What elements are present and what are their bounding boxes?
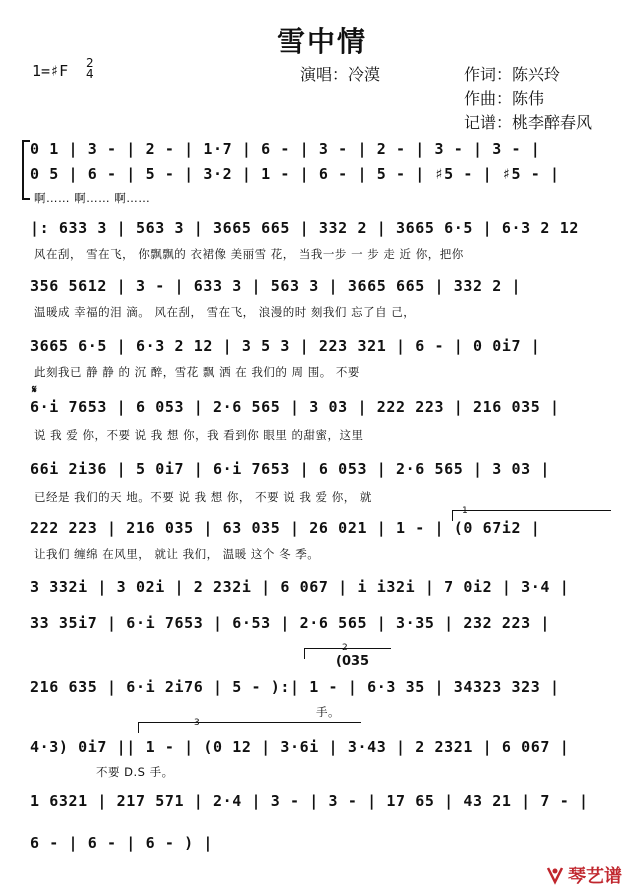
- song-title: 雪中情: [276, 25, 367, 58]
- lyric-line: 让我们 缠绵 在风里， 就让 我们， 温暖 这个 冬 季。: [34, 547, 320, 561]
- lyric-line: 说 我 爱 你，不要 说 我 想 你，我 看到你 眼里 的甜蜜，这里: [34, 428, 364, 442]
- notation-row: 222 223 | 216 035 | 63 035 | 26 021 | 1 - | (0 67i2 |: [30, 519, 541, 537]
- lyric-line: 手。: [316, 705, 340, 719]
- system-brace: [22, 140, 30, 200]
- volta-number: 2: [342, 643, 348, 653]
- notation-row: 3 332i | 3 02i | 2 232i | 6 067 | i i32i | 7 0i2 | 3·4 |: [30, 578, 570, 596]
- notation-row: 4·3) 0i7 || 1 - | (0 12 | 3·6i | 3·43 | 2 2321 | 6 067 |: [30, 738, 570, 756]
- segno-sign: 𝄋: [32, 383, 37, 396]
- key-signature: 1=♯F: [32, 62, 69, 80]
- logo-text: 琴艺谱: [568, 866, 622, 887]
- notation-row: 216 635 | 6·i 2i76 | 5 - ):| 1 - | 6·3 35 | 34323 323 |: [30, 678, 560, 696]
- notation-row: 33 35i7 | 6·i 7653 | 6·53 | 2·6 565 | 3·35 | 232 223 |: [30, 614, 551, 632]
- site-logo: [545, 862, 622, 888]
- lyric-line: 此刻我已 静 静 的 沉 醉，雪花 飘 洒 在 我们的 周 围。 不要: [34, 365, 360, 379]
- notation-row: 66i 2i36 | 5 0i7 | 6·i 7653 | 6 053 | 2·6 565 | 3 03 |: [30, 460, 551, 478]
- notation-row: 3665 6·5 | 6·3 2 12 | 3 5 3 | 223 321 | 6 - | 0 0i7 |: [30, 337, 541, 355]
- time-signature: [86, 58, 94, 80]
- lyric-line: 风在刮， 雪在飞， 你飘飘的 衣裙像 美丽雪 花， 当我一步 一 步 走 近 你，把你: [34, 247, 464, 261]
- transcriber: 记谱：桃李醉春风: [464, 113, 593, 132]
- volta-number: 3: [194, 718, 200, 728]
- notation-row: 356 5612 | 3 - | 633 3 | 563 3 | 3665 665 | 332 2 |: [30, 277, 522, 295]
- volta-bracket: [138, 722, 361, 733]
- lyric-line: 不要 D.S 手。: [96, 765, 174, 779]
- notation-row: |: 633 3 | 563 3 | 3665 665 | 332 2 | 3665 6·5 | 6·3 2 12: [30, 219, 579, 237]
- pickup-notes: (035: [336, 654, 370, 669]
- notation-row: 6 - | 6 - | 6 - ) |: [30, 834, 213, 852]
- composer: 作曲：陈伟: [464, 89, 545, 108]
- time-denominator: 4: [86, 67, 94, 81]
- notation-row: 1 6321 | 217 571 | 2·4 | 3 - | 3 - | 17 65 | 43 21 | 7 - |: [30, 792, 589, 810]
- lyricist: 作词：陈兴玲: [464, 65, 561, 84]
- lyric-line: 温暖成 幸福的泪 滴。 风在刮， 雪在飞， 浪漫的时 刻我们 忘了自 己，: [34, 305, 416, 319]
- time-numerator: 2: [86, 56, 94, 70]
- notation-row: 0 1 | 3 - | 2 - | 1·7 | 6 - | 3 - | 2 - | 3 - | 3 - |: [30, 140, 541, 158]
- notation-row: 0 5 | 6 - | 5 - | 3·2 | 1 - | 6 - | 5 - | ♯5 - | ♯5 - |: [30, 165, 560, 183]
- lyric-line: 啊…… 啊…… 啊……: [34, 191, 151, 205]
- music-note-icon: [545, 865, 565, 885]
- singer: 演唱：冷漠: [300, 65, 381, 84]
- volta-number: 1: [462, 506, 468, 516]
- lyric-line: 已经是 我们的天 地。不要 说 我 想 你， 不要 说 我 爱 你， 就: [34, 490, 372, 504]
- notation-row: 6·i 7653 | 6 053 | 2·6 565 | 3 03 | 222 223 | 216 035 |: [30, 398, 560, 416]
